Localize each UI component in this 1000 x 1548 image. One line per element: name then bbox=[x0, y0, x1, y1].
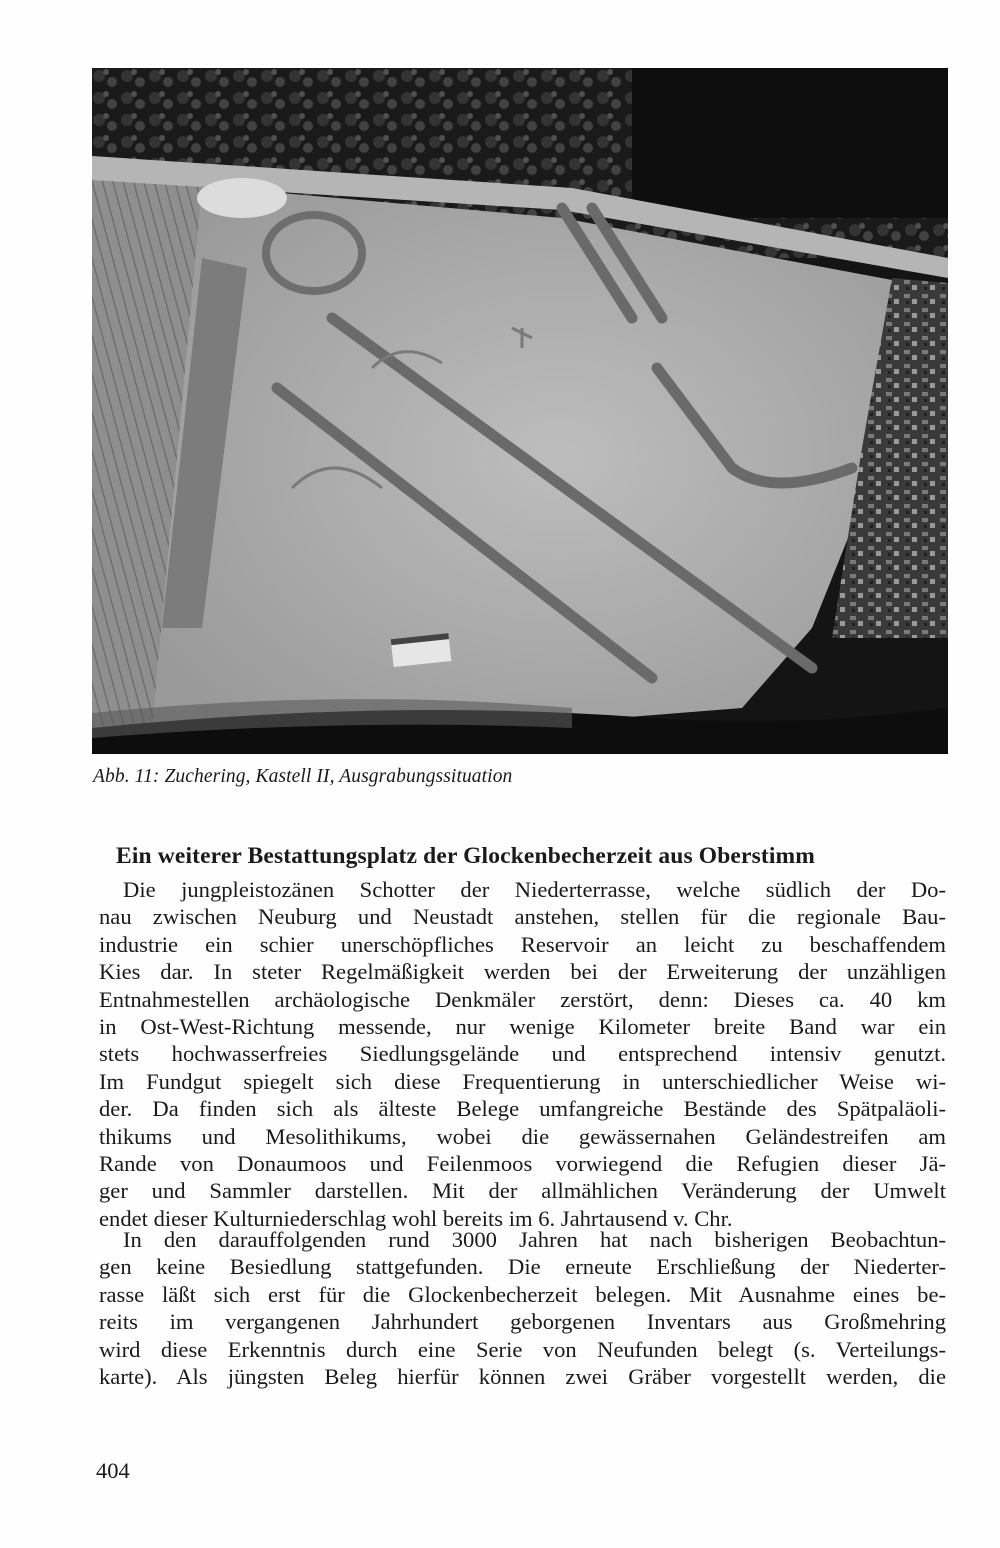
text-line: nau zwischen Neuburg und Neustadt anstehen, stellen für die regionale Bau- bbox=[99, 904, 946, 930]
text-line: In den darauffolgenden rund 3000 Jahren hat nach bisherigen Beobachtun- bbox=[123, 1227, 946, 1252]
section-heading: Ein weiterer Bestattungsplatz der Glockenbecherzeit aus Oberstimm bbox=[116, 843, 815, 869]
text-line: gen keine Besiedlung stattgefunden. Die erneute Erschließung der Niederter- bbox=[99, 1254, 946, 1280]
text-line: Entnahmestellen archäologische Denkmäler zerstört, denn: Dieses ca. 40 km bbox=[99, 986, 946, 1012]
text-line: endet dieser Kulturniederschlag wohl bereits im 6. Jahrtausend v. Chr. bbox=[99, 1205, 733, 1231]
text-line: stets hochwasserfreies Siedlungsgelände und entsprechend intensiv genutzt. bbox=[99, 1041, 946, 1067]
text-line: ger und Sammler darstellen. Mit der allmählichen Veränderung der Umwelt bbox=[99, 1178, 946, 1204]
aerial-photograph bbox=[92, 68, 948, 754]
figure-caption: Abb. 11: Zuchering, Kastell II, Ausgrabungssituation bbox=[93, 766, 513, 787]
paragraph-1 bbox=[99, 876, 946, 1232]
text-line: reits im vergangenen Jahrhundert geborgenen Inventars aus Großmehring bbox=[99, 1309, 946, 1335]
text-line: rasse läßt sich erst für die Glockenbecherzeit belegen. Mit Ausnahme eines be- bbox=[99, 1281, 946, 1307]
text-line: wird diese Erkenntnis durch eine Serie von Neufunden belegt (s. Verteilungs- bbox=[99, 1336, 946, 1362]
text-line: Rande von Donaumoos und Feilenmoos vorwiegend die Refugien dieser Jä- bbox=[99, 1150, 946, 1176]
text-line: der. Da finden sich als älteste Belege umfangreiche Bestände des Spätpaläoli- bbox=[99, 1096, 946, 1122]
page-number: 404 bbox=[96, 1458, 130, 1483]
text-line: in Ost-West-Richtung messende, nur wenige Kilometer breite Band war ein bbox=[99, 1013, 946, 1039]
text-line: thikums und Mesolithikums, wobei die gewässernahen Geländestreifen am bbox=[99, 1123, 946, 1149]
text-line: industrie ein schier unerschöpfliches Reservoir an leicht zu beschaffendem bbox=[99, 931, 946, 957]
text-line: Die jungpleistozänen Schotter der Niederterrasse, welche südlich der Do- bbox=[123, 877, 946, 902]
text-line: Kies dar. In steter Regelmäßigkeit werden bei der Erweiterung der unzähligen bbox=[99, 959, 946, 985]
text-line: karte). Als jüngsten Beleg hierfür können zwei Gräber vorgestellt werden, die bbox=[99, 1363, 946, 1389]
paragraph-2 bbox=[99, 1226, 946, 1390]
text-line: Im Fundgut spiegelt sich diese Frequentierung in unterschiedlicher Weise wi- bbox=[99, 1068, 946, 1094]
